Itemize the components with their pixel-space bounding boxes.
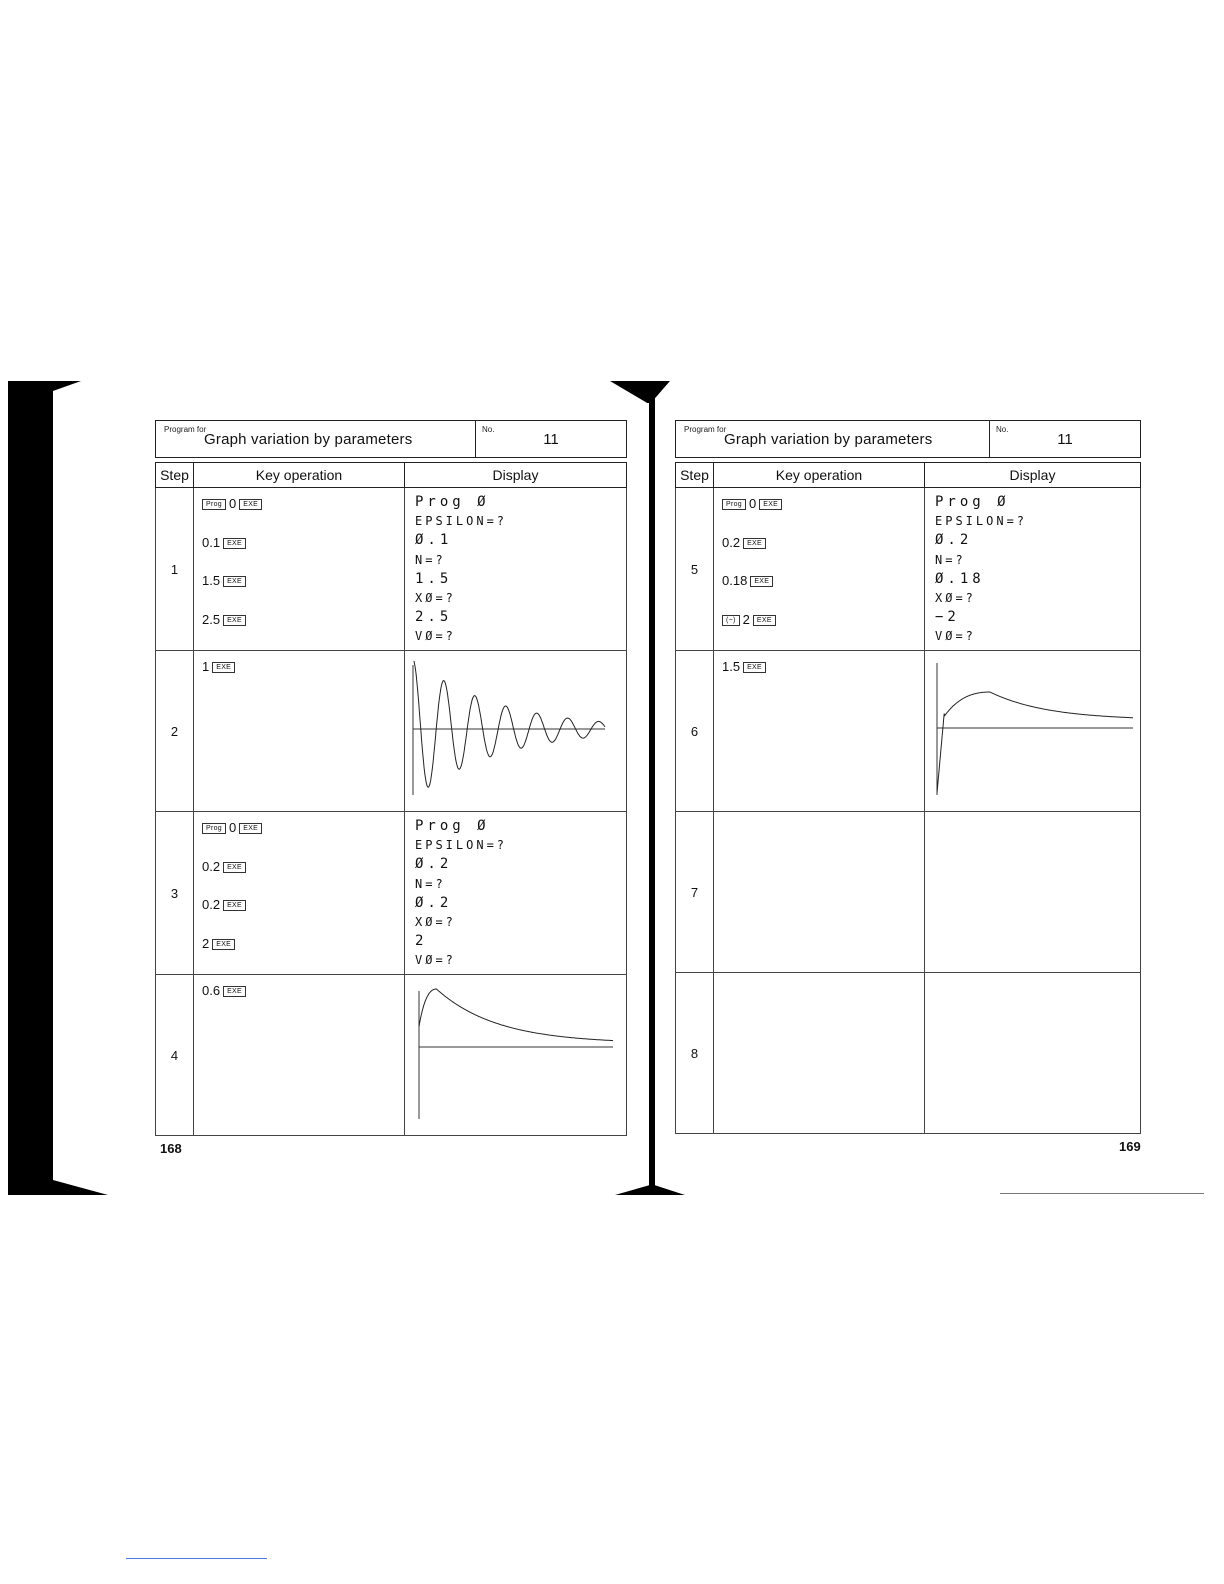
book-gutter-top [610, 381, 670, 403]
display-line: Ø.1 [415, 532, 453, 549]
book-spine-corner [53, 1180, 108, 1195]
key-sequence [202, 820, 404, 859]
display-line: Prog Ø [935, 494, 1010, 510]
key-sequence [202, 612, 404, 651]
steps-table [675, 462, 1141, 1134]
exe-key: EXE [223, 862, 246, 873]
key-input-value: 0.2 [202, 897, 221, 912]
display-line: XØ=? [415, 914, 456, 929]
program-for-label: Program for [164, 425, 207, 434]
exe-key: EXE [223, 900, 246, 911]
graph-curve [413, 661, 605, 787]
page-number-left: 168 [160, 1141, 182, 1156]
step-number: 6 [676, 651, 714, 812]
display-line: Prog Ø [415, 494, 490, 510]
display-line: N=? [415, 876, 446, 891]
key-sequence [202, 983, 404, 1022]
key-operation-cell [194, 975, 405, 1136]
exe-key: EXE [750, 576, 773, 587]
display-line: Ø.2 [415, 856, 453, 873]
program-number-box [990, 421, 1140, 457]
display-cell [925, 812, 1141, 973]
number-label: No. [482, 425, 495, 434]
table-row [156, 651, 627, 812]
exe-key: EXE [212, 939, 235, 950]
key-input-value: 0 [229, 496, 237, 511]
graph-curve [419, 989, 613, 1041]
underline-mark [126, 1558, 267, 1559]
calculator-key: Prog [722, 499, 746, 510]
display-line: EPSILON=? [415, 514, 508, 529]
display-line: −2 [935, 609, 960, 626]
calculator-key: (−) [722, 615, 740, 626]
key-operation-cell [194, 488, 405, 651]
key-operation-cell [714, 812, 925, 973]
program-number-box [476, 421, 626, 457]
page-edge-rule [1000, 1193, 1204, 1194]
key-input-value: 0.1 [202, 534, 221, 550]
key-operation-cell [194, 812, 405, 975]
display-cell [405, 812, 627, 975]
key-input-value: 2 [202, 935, 210, 951]
book-gutter [649, 395, 655, 1195]
program-header [155, 420, 627, 458]
key-sequence [722, 659, 924, 698]
key-operation-cell [714, 973, 925, 1134]
display-cell [405, 488, 627, 651]
key-input-value: 1.5 [722, 659, 741, 674]
step-number: 7 [676, 812, 714, 973]
key-sequence [202, 897, 404, 936]
key-input-value: 0.18 [722, 573, 748, 588]
display-line: XØ=? [415, 590, 456, 605]
program-header [675, 420, 1141, 458]
graph-curve [937, 692, 1133, 793]
display-line: 2 [415, 933, 428, 950]
step-number: 8 [676, 973, 714, 1134]
key-operation-cell [194, 651, 405, 812]
graph-display [929, 661, 1139, 811]
program-title: Graph variation by parameters [204, 431, 413, 448]
table-header-row [156, 463, 627, 488]
table-row [676, 488, 1141, 651]
display-line: Prog Ø [415, 818, 490, 834]
key-input-value: 0.2 [202, 858, 221, 874]
calculator-key: Prog [202, 499, 226, 510]
key-operation-cell [714, 488, 925, 651]
display-line: 1.5 [415, 570, 453, 587]
exe-key: EXE [239, 499, 262, 510]
column-header-display: Display [405, 463, 627, 488]
right-page [675, 420, 1141, 1134]
exe-key: EXE [223, 538, 246, 549]
key-operation-cell [714, 651, 925, 812]
exe-key: EXE [743, 662, 766, 673]
key-input-value: 0.2 [722, 534, 741, 550]
program-title-box [156, 421, 476, 457]
exe-key: EXE [223, 986, 246, 997]
display-line: EPSILON=? [415, 838, 508, 853]
display-line: N=? [935, 552, 966, 567]
exe-key: EXE [239, 823, 262, 834]
step-number: 4 [156, 975, 194, 1136]
exe-key: EXE [753, 615, 776, 626]
step-number: 1 [156, 488, 194, 651]
step-number: 5 [676, 488, 714, 651]
program-title-box [676, 421, 990, 457]
display-line: XØ=? [935, 590, 976, 605]
display-line: VØ=? [935, 629, 976, 644]
key-input-value: 1 [202, 659, 210, 674]
key-sequence [722, 496, 924, 535]
key-sequence [202, 936, 404, 975]
column-header-key-operation: Key operation [714, 463, 925, 488]
key-sequence [722, 573, 924, 612]
display-cell [925, 651, 1141, 812]
column-header-step: Step [156, 463, 194, 488]
table-row [156, 488, 627, 651]
table-row [676, 812, 1141, 973]
step-number: 3 [156, 812, 194, 975]
book-gutter-bottom [615, 1185, 685, 1195]
table-row [676, 973, 1141, 1134]
left-page [155, 420, 627, 1136]
program-number: 11 [1057, 431, 1073, 448]
display-cell [405, 651, 627, 812]
display-line: Ø.18 [935, 570, 985, 587]
key-sequence [722, 612, 924, 651]
display-line: Ø.2 [415, 894, 453, 911]
display-line: VØ=? [415, 953, 456, 968]
display-cell [925, 973, 1141, 1134]
key-sequence [202, 496, 404, 535]
program-for-label: Program for [684, 425, 727, 434]
table-row [156, 812, 627, 975]
key-input-value: 0 [749, 496, 757, 511]
table-row [156, 975, 627, 1136]
exe-key: EXE [223, 576, 246, 587]
key-sequence [202, 535, 404, 574]
key-sequence [722, 535, 924, 574]
exe-key: EXE [223, 615, 246, 626]
exe-key: EXE [743, 538, 766, 549]
book-spine-shadow-left [8, 381, 53, 1195]
key-input-value: 0.6 [202, 983, 221, 998]
table-row [676, 651, 1141, 812]
steps-table [155, 462, 627, 1136]
key-sequence [202, 659, 404, 698]
key-sequence [202, 859, 404, 898]
calculator-key: Prog [202, 823, 226, 834]
column-header-key-operation: Key operation [194, 463, 405, 488]
key-input-value: 2.5 [202, 611, 221, 627]
page-number-right: 169 [1119, 1139, 1141, 1154]
key-input-value: 0 [229, 820, 237, 835]
program-number: 11 [543, 431, 559, 448]
column-header-display: Display [925, 463, 1141, 488]
display-line: 2.5 [415, 609, 453, 626]
graph-display [409, 661, 619, 811]
book-spine-corner [53, 381, 81, 391]
column-header-step: Step [676, 463, 714, 488]
exe-key: EXE [759, 499, 782, 510]
program-title: Graph variation by parameters [724, 431, 933, 448]
table-header-row [676, 463, 1141, 488]
step-number: 2 [156, 651, 194, 812]
key-sequence [202, 573, 404, 612]
exe-key: EXE [212, 662, 235, 673]
display-cell [925, 488, 1141, 651]
number-label: No. [996, 425, 1009, 434]
key-input-value: 2 [742, 611, 750, 627]
key-input-value: 1.5 [202, 573, 221, 588]
display-line: Ø.2 [935, 532, 973, 549]
display-line: VØ=? [415, 629, 456, 644]
graph-display [409, 985, 619, 1135]
display-line: EPSILON=? [935, 514, 1028, 529]
display-cell [405, 975, 627, 1136]
display-line: N=? [415, 552, 446, 567]
